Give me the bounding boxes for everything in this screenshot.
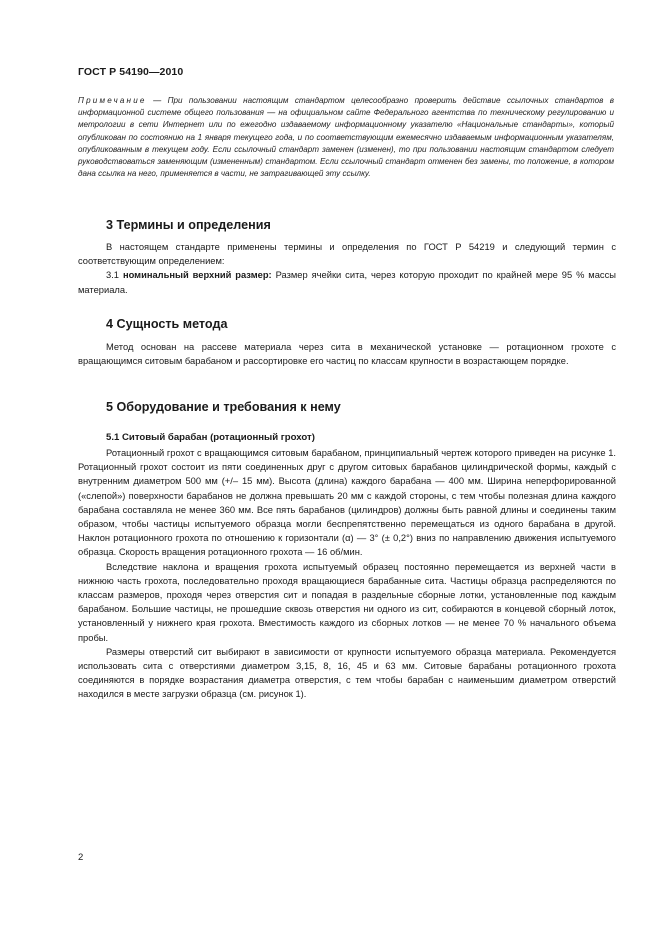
section-3-title: 3 Термины и определения [106, 218, 271, 232]
section-5-paragraph-2: Вследствие наклона и вращения грохота испытуемый образец постоянно перемещается из верхней части в нижнюю часть грохота, последовательно проходя вращающиеся барабанные сита. Частицы образца распределяются по классам размеров, проходя через отверстия сит и попадая в раздельные сборные лотки, установленные под каждым барабаном. Большие частицы, не прошедшие сквозь отверстия ни одного из сит, собираются в концевой сборный лоток, установленный у нижнего края грохота. Вместимость каждого из сборных лотков — не менее 70 % начального объема пробы. [78, 561, 616, 643]
reference-note [78, 95, 614, 180]
section-5-title: 5 Оборудование и требования к нему [106, 400, 341, 414]
page-number: 2 [78, 852, 84, 863]
subsection-5-1-title: 5.1 Ситовый барабан (ротационный грохот) [106, 432, 315, 443]
term-name: номинальный верхний размер: [122, 270, 272, 281]
section-5-body [78, 446, 616, 702]
section-5-paragraph-3: Размеры отверстий сит выбирают в зависимости от крупности испытуемого образца материала. Рекомендуется использовать сита с отверстиями диаметром 3,15, 8, 16, 45 и 63 мм. Ситовые барабаны ротационного грохота соединяются в порядке возрастания диаметра отверстия, с тем чтобы барабан с наименьшим диаметром отверстий находился в месте загрузки образца (см. рисунок 1). [78, 646, 616, 700]
term-definition [78, 268, 616, 296]
section-4-title: 4 Сущность метода [106, 317, 228, 331]
term-number: 3.1 [106, 270, 119, 281]
section-4-body [78, 340, 616, 368]
section-5-paragraph-1: Ротационный грохот с вращающимся ситовым барабаном, принципиальный чертеж которого приведен на рисунке 1. Ротационный грохот состоит из пяти соединенных друг с другом ситовых барабанов цилиндрической формы, каждый с внутренним диаметром 500 мм (+/– 15 мм). Высота (длина) каждого барабана — 400 мм. Ширина неперфорированной («слепой») поверхности барабанов не должна превышать 20 мм с каждой стороны, с тем чтобы полезная длина каждого барабана составляла не менее 360 мм. Все пять барабанов (цилиндров) должны быть равной длины и соединены таким образом, чтобы частицы испытуемого образца могли беспрепятственно перемещаться из одного барабана в другой. Наклон ротационного грохота по отношению к горизонтали (α) — 3° (± 0,2°) вниз по направлению движения испытуемого образца. Скорость вращения ротационного грохота — 16 об/мин. [78, 448, 616, 558]
section-3-body [78, 240, 616, 297]
note-text: — При пользовании настоящим стандартом целесообразно проверить действие ссылочных стандартов в информационной системе общего пользования — на официальном сайте Федерального агентства по техническому регулированию и метрологии в сети Интернет или по ежегодно издаваемому информационному указателю «Национальные стандарты», который опубликован по состоянию на 1 января текущего года, и по соответствующим ежемесячно издаваемым информационным указателям, опубликованным в текущем году. Если ссылочный стандарт заменен (изменен), то при пользовании настоящим стандартом следует руководствоваться заменяющим (измененным) стандартом. Если ссылочный стандарт отменен без замены, то положение, в котором дана ссылка на него, применяется в части, не затрагивающей эту ссылку. [78, 96, 614, 179]
term-text: Размер ячейки сита, через которую проходит по крайней мере 95 % массы материала. [78, 270, 616, 295]
document-header: ГОСТ Р 54190—2010 [78, 66, 184, 78]
section-4-text: Метод основан на рассеве материала через сита в механической установке — ротационном грохоте с вращающимся ситовым барабаном и рассортировке его частиц по классам крупности в возрастающем порядке. [78, 342, 616, 367]
section-3-intro: В настоящем стандарте применены термины и определения по ГОСТ Р 54219 и следующий термин с соответствующим определением: [78, 242, 616, 267]
note-lead: Примечание [78, 96, 147, 105]
